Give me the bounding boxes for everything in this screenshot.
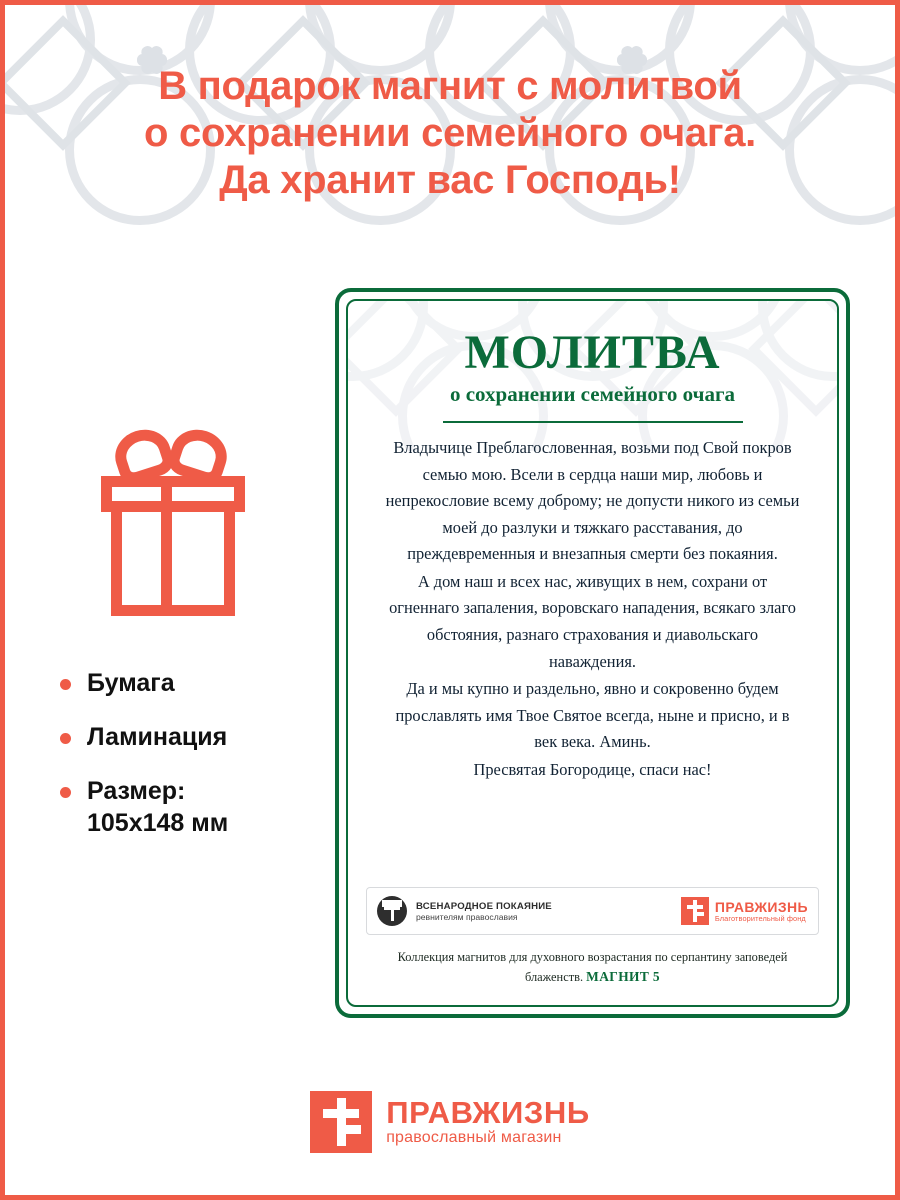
gift-ribbon	[161, 476, 172, 616]
fund-logo-tagline: Благотворительный фонд	[714, 913, 806, 923]
gift-icon	[101, 430, 269, 630]
prayer-title: МОЛИТВА	[464, 326, 721, 379]
feature-label: Бумага	[87, 669, 175, 697]
headline-line-2: о сохранении семейного очага.	[144, 111, 756, 156]
headline-line-3: Да хранит вас Господь!	[219, 158, 681, 203]
prayer-paragraph: Пресвятая Богородице, спаси нас!	[473, 759, 712, 779]
list-item	[60, 775, 345, 839]
divider	[443, 421, 743, 423]
magnet-card-inner	[346, 299, 839, 1007]
bullet-dot-icon	[60, 787, 71, 798]
magnet-footer	[372, 949, 813, 987]
prayer-text	[348, 435, 837, 784]
bullet-dot-icon	[60, 679, 71, 690]
brand-footer	[5, 1091, 895, 1153]
credit-org	[416, 901, 681, 922]
feature-label: Ламинация	[87, 723, 228, 751]
fund-logo-name: ПРАВЖИЗНЬ	[714, 898, 808, 915]
credit-org-line2: ревнителям православия	[416, 911, 518, 922]
pravzhizn-logo-icon	[310, 1091, 372, 1153]
feature-size-line2: 105х148 мм	[87, 809, 229, 837]
brand-name: ПРАВЖИЗНЬ	[386, 1094, 590, 1130]
fund-logo-text	[715, 900, 808, 923]
orthodox-cross-icon	[377, 896, 407, 926]
list-item	[60, 667, 345, 699]
credit-strip	[366, 887, 819, 935]
prayer-paragraph: Да и мы купно и раздельно, явно и сокровенно будем прославлять имя Твое Святое всегда, ныне и присно, и в век века. Аминь.	[395, 679, 790, 752]
prayer-paragraph: А дом наш и всех нас, живущих в нем, сохрани от огненнаго запаления, воровскаго нападения, всякаго злаго обстояния, разнаго страхования и диавольскаго наваждения.	[389, 571, 796, 671]
headline-line-1: В подарок магнит с молитвой	[158, 64, 742, 108]
brand-tagline: православный магазин	[386, 1129, 562, 1147]
page-title	[5, 63, 895, 205]
credit-org-line1: ВСЕНАРОДНОЕ ПОКАЯНИЕ	[416, 900, 552, 912]
prayer-subtitle: о сохранении семейного очага	[449, 382, 736, 406]
feature-size-line1: Размер:	[87, 777, 186, 805]
gift-lid	[101, 476, 245, 512]
bullet-dot-icon	[60, 733, 71, 744]
feature-list	[60, 667, 345, 861]
gift-box	[111, 512, 235, 616]
pravzhizn-logo-icon	[681, 897, 709, 925]
fund-logo	[681, 897, 808, 925]
feature-label-size	[87, 775, 228, 839]
magnet-number: МАГНИТ 5	[586, 969, 661, 985]
magnet-card	[335, 288, 850, 1018]
brand-text	[386, 1094, 590, 1148]
list-item	[60, 721, 345, 753]
prayer-paragraph: Владычице Преблагословенная, возьми под Свой покров семью мою. Всели в сердца наши мир, любовь и непрекословие всему доброму; не допусти никого из семьи моей до разлуки и тяжкаго расставания, до преждевременныя и внезапныя смерти без покаяния.	[385, 438, 800, 564]
magnet-footer-text: Коллекция магнитов для духовного возрастания по серпантину заповедей блаженств.	[397, 950, 788, 985]
